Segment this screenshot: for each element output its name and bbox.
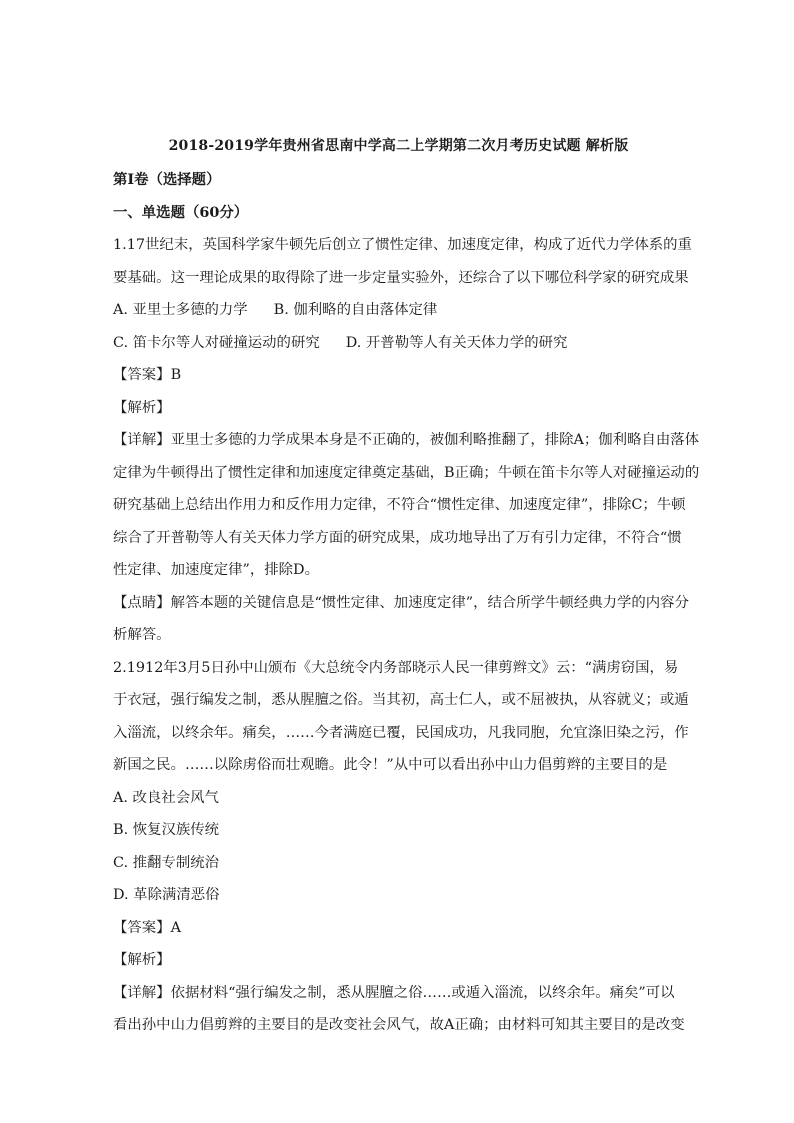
question-1-option-a: A. 亚里士多德的力学 — [113, 302, 248, 318]
section-heading-volume: 第I卷（选择题） — [113, 171, 221, 188]
question-2-stem-line: 2.1912年3月5日孙中山颁布《大总统令内务部晓示人民一律剪辫文》云：“满虏窃国，易 — [113, 659, 679, 676]
question-2-stem-line: 于衣冠，强行编发之制，悉从腥膻之俗。当其初，高士仁人，或不屈被执，从容就义；或遁 — [113, 692, 689, 708]
question-1-analysis-label: 【解析】 — [113, 399, 171, 416]
question-1-detail-line: 【详解】亚里士多德的力学成果本身是不正确的，被伽利略推翻了，排除A；伽利略自由落体 — [113, 432, 700, 448]
question-2-answer: 【答案】A — [113, 919, 181, 936]
question-2-detail-line: 看出孙中山力倡剪辫的主要目的是改变社会风气，故A正确；由材料可知其主要目的是改变 — [113, 1017, 685, 1033]
question-1-stem-line: 1.17世纪末，英国科学家牛顿先后创立了惯性定律、加速度定律，构成了近代力学体系的重 — [113, 237, 692, 253]
question-1-comment-line: 析解答。 — [113, 627, 171, 643]
question-1-detail-line: 研究基础上总结出作用力和反作用力定律，不符合“惯性定律、加速度定律”，排除C；牛顿 — [113, 497, 686, 513]
question-1-detail-line: 性定律、加速度定律”，排除D。 — [113, 562, 319, 578]
question-2-option-b: B. 恢复汉族传统 — [113, 822, 220, 838]
question-1-answer: 【答案】B — [113, 367, 182, 383]
question-1-stem-line: 要基础。这一理论成果的取得除了进一步定量实验外，还综合了以下哪位科学家的研究成果 — [113, 269, 689, 286]
question-1-options-row — [113, 327, 684, 360]
question-1-detail-line: 综合了开普勒等人有关天体力学方面的研究成果，成功地导出了万有引力定律，不符合“惯 — [113, 529, 682, 546]
section-heading-single-choice: 一、单选题（60分） — [113, 203, 249, 221]
question-1-detail-line: 定律为牛顿得出了惯性定律和加速度定律奠定基础，B正确；牛顿在笛卡尔等人对碰撞运动的 — [113, 464, 700, 481]
question-2-stem-line: 新国之民。……以除虏俗而壮观瞻。此令！”从中可以看出孙中山力倡剪辫的主要目的是 — [113, 757, 668, 773]
question-2-option-a: A. 改良社会风气 — [113, 789, 219, 806]
question-1-option-c: C. 笛卡尔等人对碰撞运动的研究 — [113, 334, 320, 351]
document-title: 2018-2019学年贵州省思南中学高二上学期第二次月考历史试题 解析版 — [168, 138, 629, 154]
question-1-comment-line: 【点睛】解答本题的关键信息是“惯性定律、加速度定律”，结合所学牛顿经典力学的内容分 — [113, 594, 689, 611]
question-2-analysis-label: 【解析】 — [113, 952, 171, 968]
question-1-options-row — [113, 294, 684, 327]
question-2-option-d: D. 革除满清恶俗 — [113, 887, 220, 903]
question-2-stem-line: 入淄流，以终余年。痛矣，……今者满庭已覆，民国成功，凡我同胞，允宜涤旧染之污，作 — [113, 724, 689, 741]
question-2-option-c: C. 推翻专制统治 — [113, 854, 219, 871]
question-1-option-d: D. 开普勒等人有关天体力学的研究 — [345, 334, 568, 351]
question-2-detail-line: 【详解】依据材料“强行编发之制，悉从腥膻之俗……或遁入淄流，以终余年。痛矣”可以 — [113, 984, 675, 1001]
question-1-option-b: B. 伽利略的自由落体定律 — [273, 302, 438, 318]
